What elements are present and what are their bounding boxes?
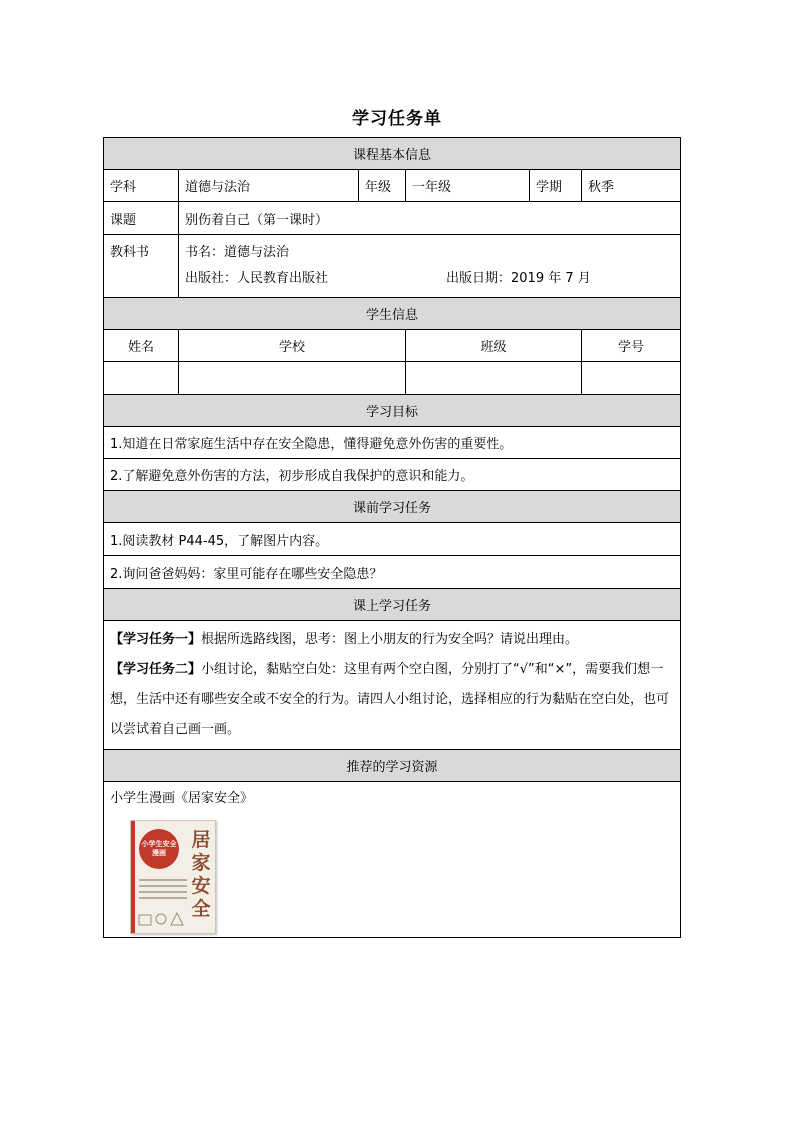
- student-info-header: 学生信息: [104, 298, 681, 330]
- school-field[interactable]: [179, 362, 406, 395]
- topic-label: 课题: [104, 202, 179, 235]
- pre-class-header: 课前学习任务: [104, 491, 681, 523]
- class-label: 班级: [406, 330, 582, 362]
- task-sheet-table: [103, 137, 681, 938]
- resource-text: 小学生漫画《居家安全》: [110, 791, 254, 806]
- grade-value: 一年级: [406, 170, 530, 202]
- name-label: 姓名: [104, 330, 179, 362]
- resources-header: 推荐的学习资源: [104, 750, 681, 782]
- in-class-header: 课上学习任务: [104, 589, 681, 621]
- term-value: 秋季: [582, 170, 681, 202]
- pre-task-1: 1.阅读教材 P44-45，了解图片内容。: [104, 523, 681, 556]
- document-title: 学习任务单: [352, 109, 442, 129]
- student-id-label: 学号: [582, 330, 681, 362]
- task-2-text: 小组讨论，黏贴空白处：这里有两个空白图，分别打了“√”和“×”，需要我们想一想，生活中还有哪些安全或不安全的行为。请四人小组讨论，选择相应的行为黏贴在空白处，也可以尝试着自己画一画。: [110, 662, 670, 737]
- student-id-field[interactable]: [582, 362, 681, 395]
- pre-task-2: 2.询问爸爸妈妈：家里可能存在哪些安全隐患？: [104, 556, 681, 589]
- task-2: [110, 655, 674, 745]
- term-label: 学期: [530, 170, 582, 202]
- resource-cell: [104, 782, 681, 938]
- class-field[interactable]: [406, 362, 582, 395]
- book-cover-image: [130, 820, 216, 934]
- task-1-text: 根据所选路线图，思考：图上小朋友的行为安全吗？请说出理由。: [201, 632, 579, 647]
- publisher: 出版社：人民教育出版社: [185, 271, 329, 286]
- textbook-info: [179, 235, 681, 298]
- goal-item-2: 2.了解避免意外伤害的方法，初步形成自我保护的意识和能力。: [104, 459, 681, 491]
- subject-label: 学科: [104, 170, 179, 202]
- publish-date: 出版日期：2019 年 7 月: [446, 271, 591, 286]
- subject-value: 道德与法治: [179, 170, 359, 202]
- book-cover-badge: 小学生安全漫画: [139, 829, 179, 869]
- course-info-header: 课程基本信息: [104, 138, 681, 170]
- school-label: 学校: [179, 330, 406, 362]
- book-name: 书名：道德与法治: [185, 245, 290, 260]
- topic-value: 别伤着自己（第一课时）: [179, 202, 681, 235]
- goals-header: 学习目标: [104, 395, 681, 427]
- task-1-tag: 【学习任务一】: [110, 632, 202, 647]
- name-field[interactable]: [104, 362, 179, 395]
- task-1: [110, 625, 674, 655]
- grade-label: 年级: [359, 170, 406, 202]
- task-2-tag: 【学习任务二】: [110, 662, 202, 677]
- textbook-label: 教科书: [104, 235, 179, 298]
- book-cover-text-lines: [139, 879, 187, 903]
- book-spine: [131, 821, 135, 933]
- in-class-tasks: [104, 621, 681, 750]
- publisher-row: [185, 266, 674, 292]
- book-cover-illustration: [137, 907, 187, 927]
- goal-item-1: 1.知道在日常家庭生活中存在安全隐患，懂得避免意外伤害的重要性。: [104, 427, 681, 459]
- book-cover-title: 居家安全: [191, 829, 211, 920]
